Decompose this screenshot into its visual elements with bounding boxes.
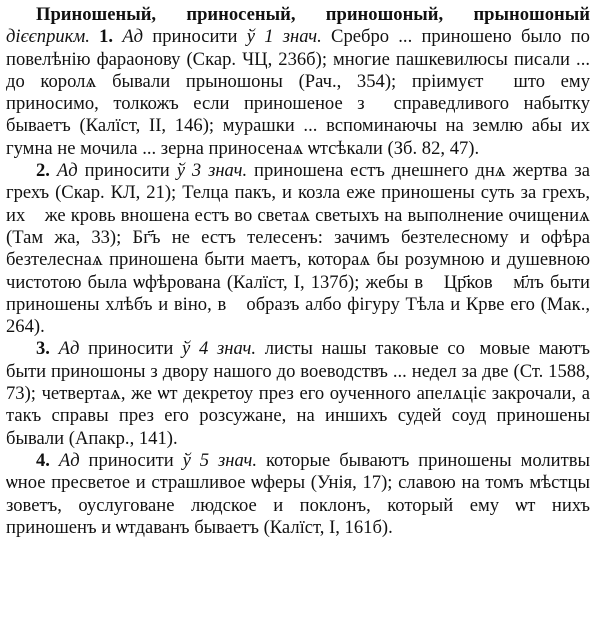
headword: Приношеный, приносеный, приношоный, прыношоный bbox=[36, 4, 590, 25]
entry-sense-2 bbox=[6, 160, 590, 338]
sense-number: 4. bbox=[36, 449, 50, 471]
sense-text: приношена естъ днешнего днѧ жертва за грехъ (Скар. КЛ, 21); Телца пакъ, и козла еже приношены суть за грехъ, ихⷭ же кровь вношена естъ во светаѧ светыхъ на выполнение очищениѧ (Там жа, 33); Бг҃ъ не естъ телесенъ: зачимъ безтелесному и офѣра безтелеснаѧ приношена быти маетъ, котораѧ бы розумною и душевною чистотою была ѡфѣрована (Калїст, I, 137б); жебы вⷭ Цр҃ковⷭ м҃лъ быти приношены хлѣбъ и віно, вⷭ образъ албо фігуру Тѣла и Крве его (Мак., 264). bbox=[6, 160, 590, 338]
sense-verb: приносити bbox=[88, 338, 174, 360]
sense-ref-abbr: Ад bbox=[122, 26, 144, 48]
sense-number: 1. bbox=[99, 26, 114, 48]
entry-sense-3 bbox=[6, 338, 590, 449]
sense-number: 3. bbox=[36, 338, 50, 360]
sense-ref-meaning: ў 1 знач. bbox=[246, 26, 322, 48]
part-of-speech: дієєприкм. bbox=[6, 26, 90, 48]
sense-number: 2. bbox=[36, 160, 50, 182]
sense-verb: приносити bbox=[88, 449, 174, 471]
entry-sense-4 bbox=[6, 450, 590, 539]
sense-text: листы нашы таковые соⷭмовые маютъ быти приношоны з двору нашого до воеводствъ ... недел за две (Ст. 1588, 73); четвертаѧ, же ѡт декретоу през его оученного апелѧціє закрочали, а такъ справы през его розсужане, на иншихъ судей соуд приношены бывали (Апакр., 141). bbox=[6, 338, 590, 449]
entry-sense-1 bbox=[6, 4, 590, 160]
sense-verb: приносити bbox=[152, 26, 238, 48]
sense-text: Сребро ... приношено было по повелѣнію фараонову (Скар. ЧЦ, 236б); многие пашкевилюсы писали ... до королѧ бывали прыношоны (Рач., 354); пріимуєтⷭ што ему приносимо, толкожъ если приношеное зⷭ справедливого набытку бываетъ (Калїст, II, 146); мурашки ... вспоминаючы на землю абы их гумна не мочила ... зерна приносенаѧ ѡтсѣкали (Зб. 82, 47). bbox=[6, 26, 590, 159]
sense-ref-abbr: Ад bbox=[58, 338, 80, 360]
sense-ref-abbr: Ад bbox=[56, 160, 78, 182]
sense-ref-abbr: Ад bbox=[58, 449, 80, 471]
sense-ref-meaning: ў 3 знач. bbox=[176, 160, 248, 182]
sense-ref-meaning: ў 5 знач. bbox=[182, 449, 258, 471]
sense-text: которые бываютъ приношены молитвы ѡное пресветое и страшливое ѡферы (Унія, 17); славою на томъ мѣстцы зоветъ, оуслуговане людское и поклонъ, который ему ѡт нихъ приношенъ и ѡтдаванъ бываетъ (Калїст, I, 161б). bbox=[6, 449, 591, 538]
sense-ref-meaning: ў 4 знач. bbox=[182, 338, 257, 360]
sense-verb: приносити bbox=[84, 160, 170, 182]
